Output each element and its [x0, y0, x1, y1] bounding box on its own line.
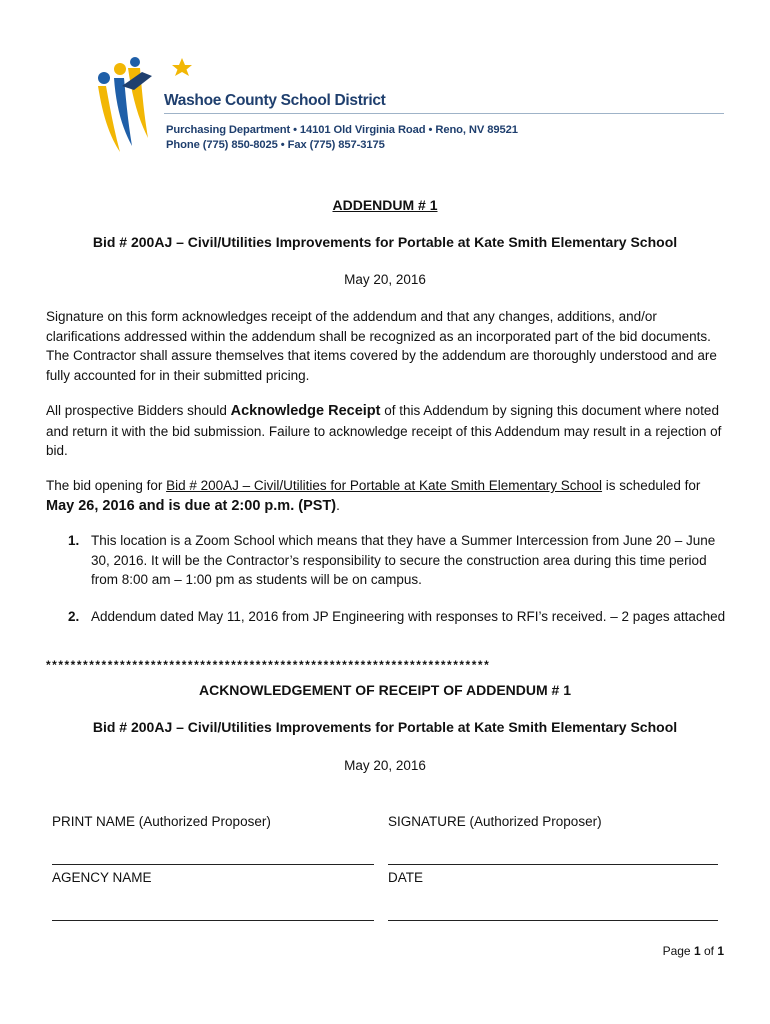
addendum-title: ADDENDUM # 1 [332, 197, 438, 213]
bidder-instruction-paragraph [46, 401, 726, 461]
due-date-emphasis: May 26, 2016 and is due at 2:00 p.m. (PST) [46, 497, 337, 514]
addendum-date: May 20, 2016 [344, 272, 426, 287]
header-divider [164, 113, 724, 114]
page-of: of [700, 944, 718, 958]
list-item-number: 2. [68, 609, 80, 624]
agency-name-label: AGENCY NAME [52, 870, 152, 885]
list-item-number: 1. [68, 533, 80, 548]
signature-label: SIGNATURE (Authorized Proposer) [388, 814, 602, 829]
page-prefix: Page [662, 944, 694, 958]
date-label: DATE [388, 870, 424, 885]
bid-reference-link: Bid # 200AJ – Civil/Utilities for Portable at Kate Smith Elementary School [166, 478, 603, 493]
p2-pre: All prospective Bidders should [46, 403, 231, 418]
p2-post: of this Addendum by signing this document where noted and return it with the bid submission. Failure to acknowledge receipt of this Addendum may result in a rejection of bid. [46, 403, 722, 458]
list-item-text: Addendum dated May 11, 2016 from JP Engineering with responses to RFI’s received. – 2 pages attached [91, 609, 726, 624]
bid-opening-paragraph [46, 476, 726, 516]
page-number [663, 944, 724, 958]
acknowledgement-paragraph: Signature on this form acknowledges receipt of the addendum and that any changes, additions, and/or clarifications addressed within the addendum shall be recognized as an incorporated part of the bid documents. The Contractor shall assure themselves that items covered by the addendum are thoroughly understood and are fully accounted for in their submitted pricing. [46, 309, 717, 383]
print-name-field[interactable] [52, 864, 374, 865]
header-phone-line: Phone (775) 850-8025 • Fax (775) 857-3175 [166, 139, 385, 151]
list-item-text: This location is a Zoom School which means that they have a Summer Intercession from June 20 – June 30, 2016. It will be the Contractor’s responsibility to secure the construction area during this time period from 8:00 am – 1:00 pm as students will be on campus. [91, 533, 716, 587]
bid-title: Bid # 200AJ – Civil/Utilities Improvements for Portable at Kate Smith Elementary School [92, 234, 678, 250]
star-separator: ************************************************************************ [46, 658, 491, 672]
p3-mid: is scheduled for [602, 478, 701, 493]
header-address-line: Purchasing Department • 14101 Old Virginia Road • Reno, NV 89521 [166, 124, 518, 136]
page-total: 1 [717, 944, 724, 958]
acknowledgement-bid-title: Bid # 200AJ – Civil/Utilities Improvements for Portable at Kate Smith Elementary School [92, 719, 678, 735]
district-name: Washoe County School District [164, 92, 386, 109]
date-field[interactable] [388, 920, 718, 921]
p3-end: . [336, 497, 340, 513]
agency-name-field[interactable] [52, 920, 374, 921]
p3-pre: The bid opening for [46, 478, 167, 493]
print-name-label: PRINT NAME (Authorized Proposer) [52, 814, 271, 829]
signature-field[interactable] [388, 864, 718, 865]
page-current: 1 [693, 944, 701, 958]
acknowledgement-title: ACKNOWLEDGEMENT OF RECEIPT OF ADDENDUM # 1 [198, 682, 572, 698]
acknowledge-receipt-emphasis: Acknowledge Receipt [230, 403, 381, 419]
acknowledgement-date: May 20, 2016 [344, 758, 426, 773]
